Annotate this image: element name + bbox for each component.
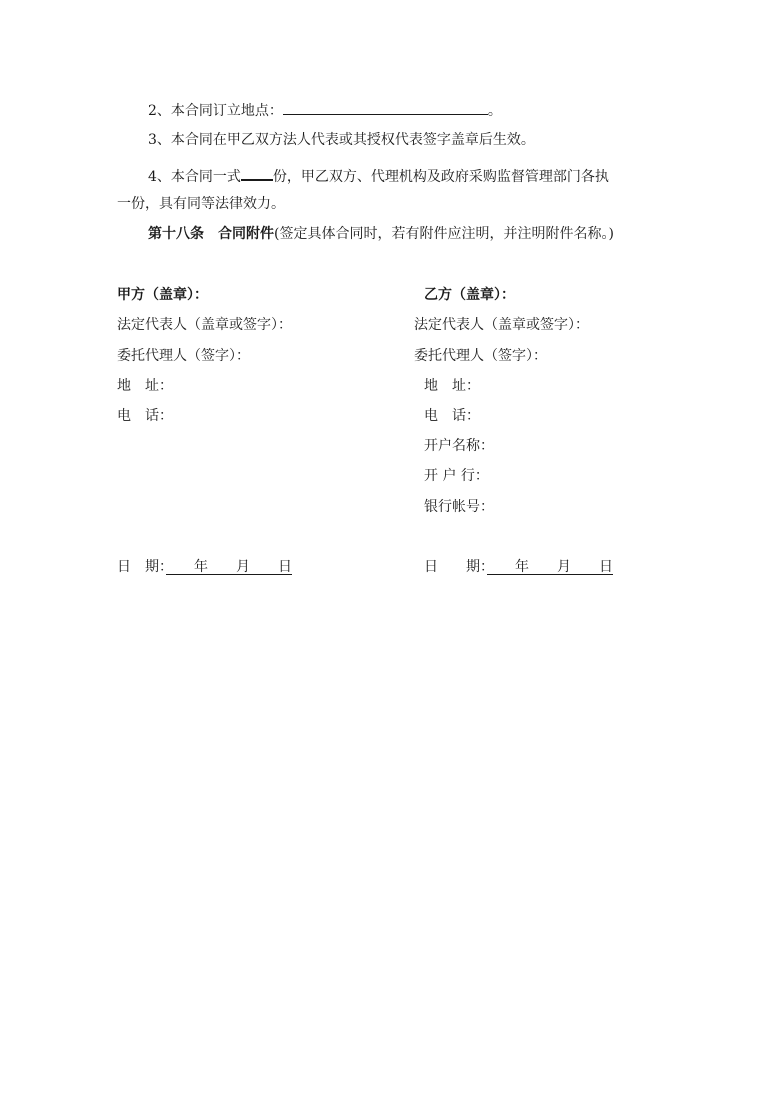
party-b-account-name: 开户名称： <box>424 438 494 454</box>
article-18 <box>148 224 614 244</box>
party-a-phone: 电 话： <box>117 408 173 424</box>
party-b-date-field[interactable]: 年 月 日 <box>487 559 613 575</box>
clause-4-line-2: 一份，具有同等法律效力。 <box>117 196 285 212</box>
party-b-account-no: 银行帐号： <box>424 499 494 515</box>
party-a-date-label: 日 期： <box>117 559 166 575</box>
party-a-date-field[interactable]: 年 月 日 <box>166 559 292 575</box>
clause-2 <box>148 99 502 121</box>
party-a-address: 地 址： <box>117 378 173 394</box>
party-a-heading: 甲方（盖章）： <box>117 287 208 303</box>
party-b-date <box>424 557 613 577</box>
party-b-date-label: 日 期： <box>424 559 487 575</box>
contract-place-field[interactable] <box>283 99 488 115</box>
clause-2-suffix: 。 <box>487 103 502 119</box>
clause-2-text: 2、本合同订立地点： <box>148 103 283 119</box>
clause-4 <box>148 164 609 187</box>
clause-3: 3、本合同在甲乙双方法人代表或其授权代表签字盖章后生效。 <box>148 132 535 148</box>
party-b-address: 地 址： <box>424 378 480 394</box>
article-18-title: 第十八条 合同附件 <box>148 226 274 242</box>
clause-4-rest: 份，甲乙双方、代理机构及政府采购监督管理部门各执 <box>272 169 609 185</box>
party-b-heading: 乙方（盖章）： <box>424 287 515 303</box>
copies-count-field[interactable] <box>241 164 273 181</box>
party-a-date <box>117 557 292 577</box>
party-a-legal-rep: 法定代表人（盖章或签字）： <box>117 317 292 333</box>
party-b-phone: 电 话： <box>424 408 480 424</box>
party-b-bank: 开 户 行： <box>424 468 489 484</box>
party-b-legal-rep: 法定代表人（盖章或签字）： <box>414 317 589 333</box>
clause-4-text: 4、本合同一式 <box>148 169 241 185</box>
party-a-agent: 委托代理人（签字）： <box>117 348 250 364</box>
article-18-note: (签定具体合同时，若有附件应注明，并注明附件名称。) <box>274 226 614 242</box>
party-b-agent: 委托代理人（签字）： <box>414 348 547 364</box>
